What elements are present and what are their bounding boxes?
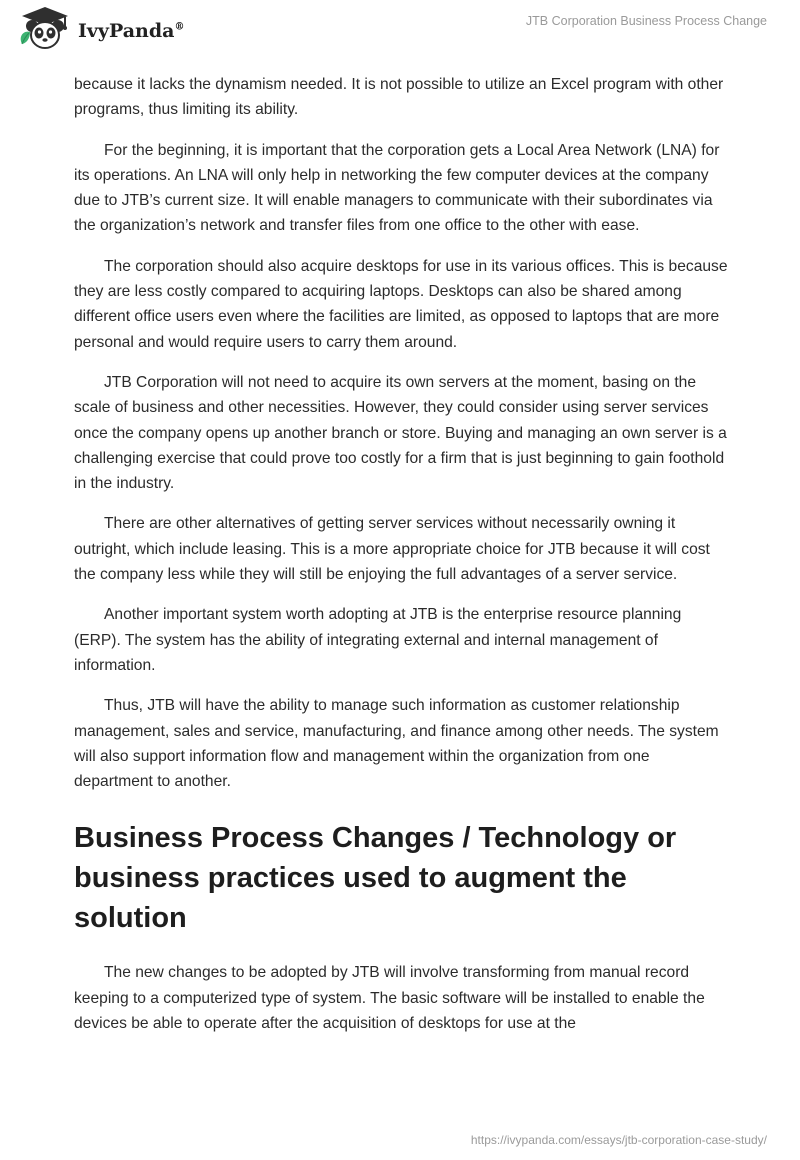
document-title: JTB Corporation Business Process Change	[525, 14, 767, 28]
paragraph: Another important system worth adopting at JTB is the enterprise resource planning (ERP). The system has the ability of integrating external and internal management of information.	[74, 606, 682, 674]
article-body	[74, 72, 730, 1051]
paragraph: because it lacks the dynamism needed. It is not possible to utilize an Excel program with other programs, thus limiting its ability.	[74, 76, 724, 119]
paragraph: The corporation should also acquire desktops for use in its various offices. This is because they are less costly compared to acquiring laptops. Desktops can also be shared among different office users even where the facilities are limited, as opposed to laptops that are more personal and would require users to carry them around.	[74, 257, 728, 351]
paragraph: The new changes to be adopted by JTB will involve transforming from manual record keeping to a computerized type of system. The basic software will be installed to enable the devices be able to operate after the acquisition of desktops for use at the	[74, 964, 705, 1033]
paragraph: For the beginning, it is important that the corporation gets a Local Area Network (LNA) for its operations. An LNA will only help in networking the few computer devices at the company due to JTB’s current size. It will enable managers to communicate with their subordinates via the organization’s network and transfer files from one office to the other with ease.	[74, 141, 720, 235]
paragraph: JTB Corporation will not need to acquire its own servers at the moment, basing on the scale of business and other necessities. However, they could consider using server services once the company opens up another branch or store. Buying and managing an own server is a challenging exercise that could prove too costly for a firm that is just beginning to gain foothold in the industry.	[74, 373, 727, 493]
ivypanda-logo[interactable]	[16, 6, 184, 52]
page-header	[0, 0, 800, 62]
brand-name: IvyPanda®	[78, 20, 185, 42]
panda-graduate-icon	[16, 6, 74, 52]
section-heading: Business Process Changes / Technology or business practices used to augment the solution	[74, 822, 677, 935]
paragraph: Thus, JTB will have the ability to manage such information as customer relationship management, sales and service, manufacturing, and finance among other needs. The system will also support information flow and management within the organization from one department to another.	[74, 697, 719, 791]
source-url[interactable]: https://ivypanda.com/essays/jtb-corporation-case-study/	[470, 1133, 767, 1147]
paragraph: There are other alternatives of getting server services without necessarily owning it outright, which include leasing. This is a more appropriate choice for JTB because it will cost the company less while they will still be enjoying the full advantages of a server service.	[74, 515, 710, 584]
